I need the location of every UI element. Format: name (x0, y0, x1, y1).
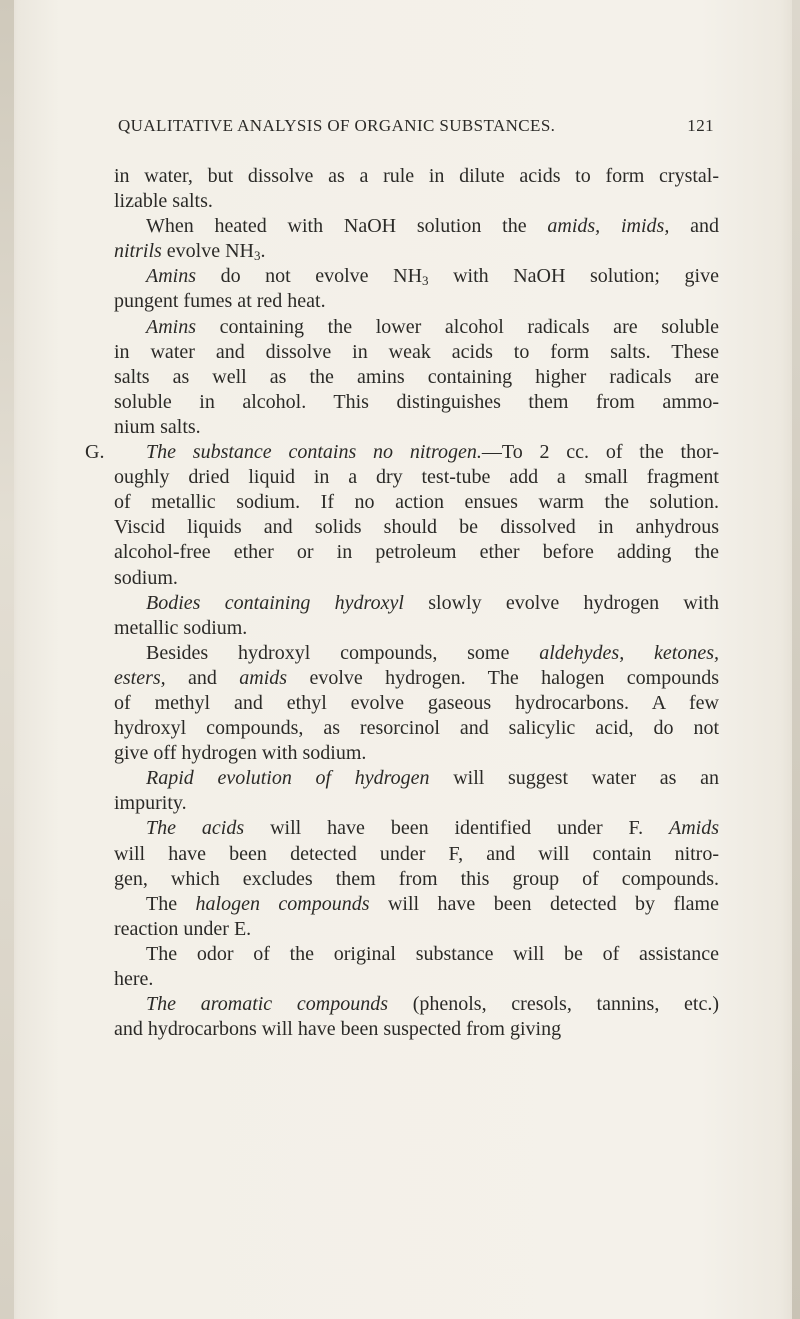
italic-term: aldehydes, ketones, (539, 641, 719, 664)
text-run: The (146, 892, 196, 915)
text-line (114, 415, 719, 440)
text-line (114, 315, 719, 340)
text-run: with NaOH solution; give (428, 265, 719, 288)
text-run: alcohol-free ether or in petroleum ether before adding the (114, 541, 719, 564)
text-line (114, 867, 719, 892)
text-line (114, 1017, 719, 1042)
italic-term: The aromatic compounds (146, 993, 388, 1016)
text-run: gen, which excludes them from this group of compounds. (114, 867, 719, 890)
text-run: in water and dissolve in weak acids to form salts. These (114, 340, 719, 363)
text-line (114, 716, 719, 741)
italic-term: halogen compounds (195, 892, 370, 915)
text-run: The odor of the original substance will be of assistance (146, 942, 719, 965)
text-run: and hydrocarbons will have been suspected from giving (114, 1018, 562, 1041)
text-run: slowly evolve hydrogen with (403, 591, 719, 614)
text-run: (phenols, cresols, tannins, etc.) (388, 993, 719, 1016)
text-line (114, 340, 719, 365)
text-line (114, 365, 719, 390)
text-run: soluble in alcohol. This distinguishes them from ammo- (114, 390, 719, 413)
text-line (114, 239, 719, 264)
text-run: lizable salts. (114, 190, 213, 213)
page-gutter-shadow (0, 0, 14, 1319)
subscript: 3 (254, 248, 261, 264)
text-run: pungent fumes at red heat. (114, 290, 326, 313)
text-run: of metallic sodium. If no action ensues warm the solution. (114, 491, 719, 514)
text-run: evolve hydrogen. The halogen compounds (287, 666, 719, 689)
text-run: and (669, 215, 719, 238)
text-line (114, 641, 719, 666)
text-line (114, 842, 719, 867)
text-run: nium salts. (114, 415, 201, 438)
text-line (114, 214, 719, 239)
text-line (114, 967, 719, 992)
text-run: will have been identified under F. (244, 817, 669, 840)
section-marker: G. (85, 441, 105, 464)
text-run: reaction under E. (114, 917, 252, 940)
text-run: will have been detected under F, and will contain nitro- (114, 842, 719, 865)
text-run: sodium. (114, 566, 178, 589)
text-run: impurity. (114, 792, 187, 815)
text-run: When heated with NaOH solution the (146, 215, 548, 238)
text-line (114, 264, 719, 289)
text-line (114, 666, 719, 691)
italic-term: Amins (146, 315, 196, 338)
text-run: in water, but dissolve as a rule in dilute acids to form crystal- (114, 165, 719, 187)
text-run: here. (114, 968, 154, 990)
running-head: QUALITATIVE ANALYSIS OF ORGANIC SUBSTANCES. (118, 116, 556, 135)
text-line (114, 189, 719, 214)
body-text (85, 164, 719, 1042)
text-line (114, 616, 719, 641)
text-run: Viscid liquids and solids should be dissolved in anhydrous (114, 516, 719, 539)
text-run: oughly dried liquid in a dry test-tube add a small fragment (114, 466, 719, 489)
italic-term: Bodies containing hydroxyl (146, 591, 404, 614)
page-number: 121 (687, 116, 714, 135)
text-line (114, 164, 719, 189)
text-line (85, 440, 719, 465)
text-line (114, 515, 719, 540)
italic-term: Amids (669, 817, 719, 840)
subscript: 3 (422, 273, 429, 289)
text-run: hydroxyl compounds, as resorcinol and salicylic acid, do not (114, 717, 719, 740)
text-line (114, 465, 719, 490)
text-line (114, 490, 719, 515)
text-line (114, 892, 719, 917)
text-run: —To 2 cc. of the thor- (481, 441, 719, 464)
italic-term: Rapid evolution of hydrogen (146, 767, 430, 790)
text-run: will have been detected by flame (369, 892, 719, 915)
italic-term: nitrils (114, 240, 162, 263)
text-line (114, 289, 719, 314)
italic-term: amids, imids, (547, 215, 670, 238)
text-line (114, 816, 719, 841)
text-run: and (165, 666, 240, 689)
text-line (114, 766, 719, 791)
text-run: will suggest water as an (429, 767, 719, 790)
text-line (114, 591, 719, 616)
text-run: Besides hydroxyl compounds, some (146, 641, 540, 664)
text-line (114, 992, 719, 1017)
text-line (114, 791, 719, 816)
italic-term: amids (239, 666, 288, 689)
italic-term: Amins (146, 265, 196, 288)
page-edge-shadow (792, 0, 800, 1319)
text-run: do not evolve NH (196, 265, 423, 288)
text-line (114, 917, 719, 942)
italic-term: The acids (146, 817, 245, 840)
text-line (114, 691, 719, 716)
italic-term: esters, (114, 666, 166, 689)
text-line (114, 942, 719, 967)
text-run: . (260, 240, 266, 263)
text-line (114, 540, 719, 565)
text-line (114, 741, 719, 766)
text-run: give off hydrogen with sodium. (114, 742, 367, 765)
text-run: containing the lower alcohol radicals are soluble (196, 315, 719, 338)
italic-term: The substance contains no nitrogen. (146, 441, 482, 464)
page-header (118, 116, 714, 142)
text-run: salts as well as the amins containing higher radicals are (114, 365, 719, 388)
text-line (114, 390, 719, 415)
text-run: evolve NH (161, 240, 254, 263)
text-line (114, 566, 719, 591)
text-run: of methyl and ethyl evolve gaseous hydrocarbons. A few (114, 691, 719, 714)
text-run: metallic sodium. (114, 616, 248, 639)
